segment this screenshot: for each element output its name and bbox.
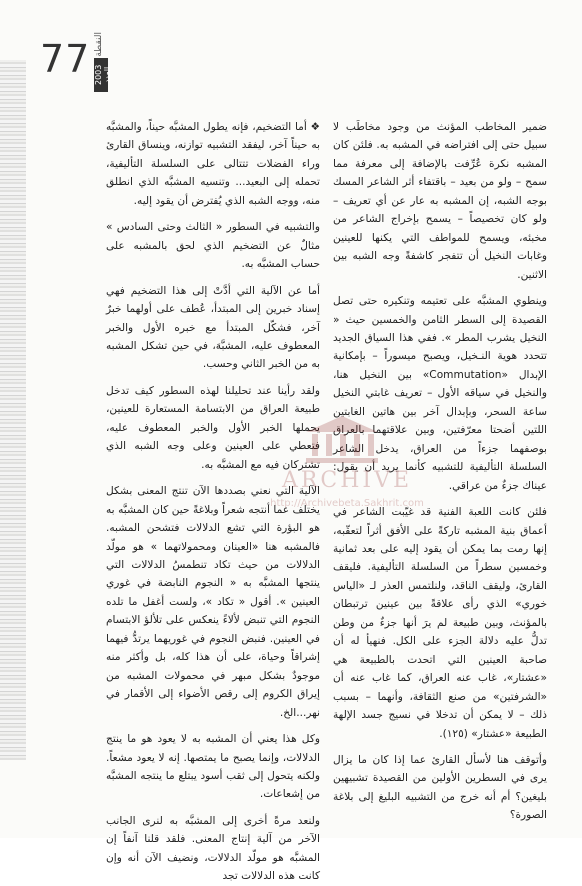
issue-label: 2003 العدد: [94, 58, 108, 92]
page-number: 77: [40, 37, 91, 81]
paragraph: ولقد رأينا عند تحليلنا لهذه السطور كيف تدخل طبيعة العراق من الابتسامة المستعارة للعينين، يحملها الخبر الأول والخبر المعطوف عليه، فتعطي على العينين وعلى وجه الشبه الذي تشتركان فيه مع المشبَّه به.: [106, 384, 320, 471]
paragraph: والتشبيه في السطور « الثالث وحتى السادس » مثالٌ عن التضخيم الذي لحق بالمشبه على حساب المشبَّه به.: [106, 221, 320, 271]
paragraph: وأتوقف هنا لأسأل القارئ عما إذا كان ما يزال يرى في السطرين الأولين من القصيدة تشبيهين بليغين؟ أم أنه خرج من التشبيه البليغ إلى بلاغة الصورة؟: [333, 753, 547, 822]
text-column-right: [333, 118, 547, 825]
watermark-url: http://Archivebeta.Sakhrit.com: [270, 498, 424, 509]
magazine-label: النقطة: [94, 32, 104, 57]
running-header: [94, 32, 110, 92]
paragraph: ضمير المخاطب المؤنث من وجود مخاطَب لا سبيل حتى إلى افتراضه في المشبه به. فلئن كان المشبه نكرة عُرِّفت بالإضافة إلى معرفة مما سمح – ولو من بعيد – باقتفاء أثر الشاعر المسك بوجه الشبه، إن المشبه به عار عن أي تعريف – ولو كان تخصيصاً – يسمح بإخراج الشاعر من مخبئه، ويسمح للمواطف التي يكنها للعينين وغابات النخيل أن تتفجر كاشفةً وجه الشبه بين الاثنين.: [333, 121, 547, 281]
paragraph: ولنعد مرةً أخرى إلى المشبَّه به لنرى الجانب الآخر من آلية إنتاج المعنى. فلقد قلنا آنفاً إن المشبَّه هو مولّد الدلالات، ونضيف الآن أنه وإن كانت هذه الدلالات تجد: [106, 814, 320, 883]
paragraph: فلئن كانت اللعبة الفنية قد غيّبت الشاعر في أعماق بنية المشبه تاركةً على الأفق أثراً لتعقّبه، إنها رمت بما يمكن أن يقود إليه على بعد ثمانية وخمسين سطراً من السلسلة التأليفية. فليقف القارئ، وليقف الناقد، ولنلتمس العذر لـ «الياس خوري» الذي رأى علاقةً بين عينين ترتبطان بالمؤنث، وبين طبيعة لم يرَ أنها جزءٌ من وطن تدلُّ عليه دلالة الجزء على الكل. فنهيأ له أن صاحبة العينين التي اتحدت بالطبيعة هي «عشتار»، غاب عنه العراق، كما غاب عنه أن «الشرفتين» من صنع الثقافة، وأنهما – بسبب ذلك – لا يمكن أن تدخلا في نسيج جسد الإلهة الطبيعة «عشتار» (١٢٥).: [333, 506, 547, 740]
paragraph: وكل هذا يعني أن المشبه به لا يعود هو ما ينتج الدلالات، وإنما يصبح ما يمتصها. إنه لا يعود مشعاً. ولكنه يتحول إلى ثقب أسود يبتلع ما ينتجه المشبَّه من إشعاعات.: [106, 733, 320, 801]
watermark-brand: ARCHIVE: [281, 468, 413, 493]
paragraph: وينطوي المشبَّه على تعتيمه وتنكيره حتى تصل القصيدة إلى السطر الثامن والخمسين حيث « النخيل يشرب المطر ». ففي هذا السياق الجديد تتحدد هوية النـخيل، ويصبح ميسوراً – بإمكانية الإبدال «Commutation» بين النخيل هنا، والنخيل في سياقه الأول – تعريف غابتي النخيل ساعة السحر، وبإبدال آخر بين هاتين الغابتين اللتين أضحتا معرّفتين، وبين علاقتهما بالعراق بوصفهما جزءاً من العراق، يدخل الشاعر السلسلة التأليفية للتشبيه كأنما يريد أن يقول: عيناك جزءٌ من عراقي.: [333, 295, 547, 492]
paragraph: ❖ أما التضخيم، فإنه يطول المشبَّه حيناً، والمشبَّه به حيناً آخر، ليفقد التشبيه توازنه، وينساق القارئ وراء الفضلات تتتالى على السلسلة التأليفية، تحمله إلى البعيد... وتنسيه المشبَّه الذي انطلق منه، ووجه الشبه الذي يُفترض أن يقود إليه.: [106, 121, 320, 207]
paragraph: الآلية التي نعني بصددها الآن تنتج المعنى بشكل يختلف عما أنتجه شعراً وبلاغةً حين كان المشبَّه به هو البؤرة التي تشع الدلالات فتشحن المشبه. فالمشبه هنا «العينان ومحمولاتهما » هو مولّد الدلالات من حيث تكاد تنطمسُ الدلالات التي ينتجها المشبَّه به « النجوم النابضة في غوري العينين ». أقول « تكاد »، ولست أغفل ما تلده النجوم التي تنبض لألاءً ينعكس على تلألؤ الابتسام في العينين. فنبض النجوم في غوريهما يرتدُّ فيهما إشراقاً وحياة، على أن هذا كله، بل وأكثر منه موجودٌ بشكل مبهر في محمولات المشبه من إيراق الكروم إلى رقص الأضواء إلى الأقمار في نهر...الخ.: [106, 485, 320, 719]
binding-edge-shadow: [0, 60, 26, 760]
paragraph: أما عن الآلية التي أدَّتْ إلى هذا التضخيم فهي إسناد خبرين إلى المبتدأ، عُطف على أولهما خبرٌ آخر، فشكّل المبتدأ مع خبره الأول والخبر المعطوف عليه، المشبَّهَ، في حين تشكل المشبه به من الخبر الثاني وحسب.: [106, 284, 320, 371]
text-column-left: [106, 118, 320, 886]
